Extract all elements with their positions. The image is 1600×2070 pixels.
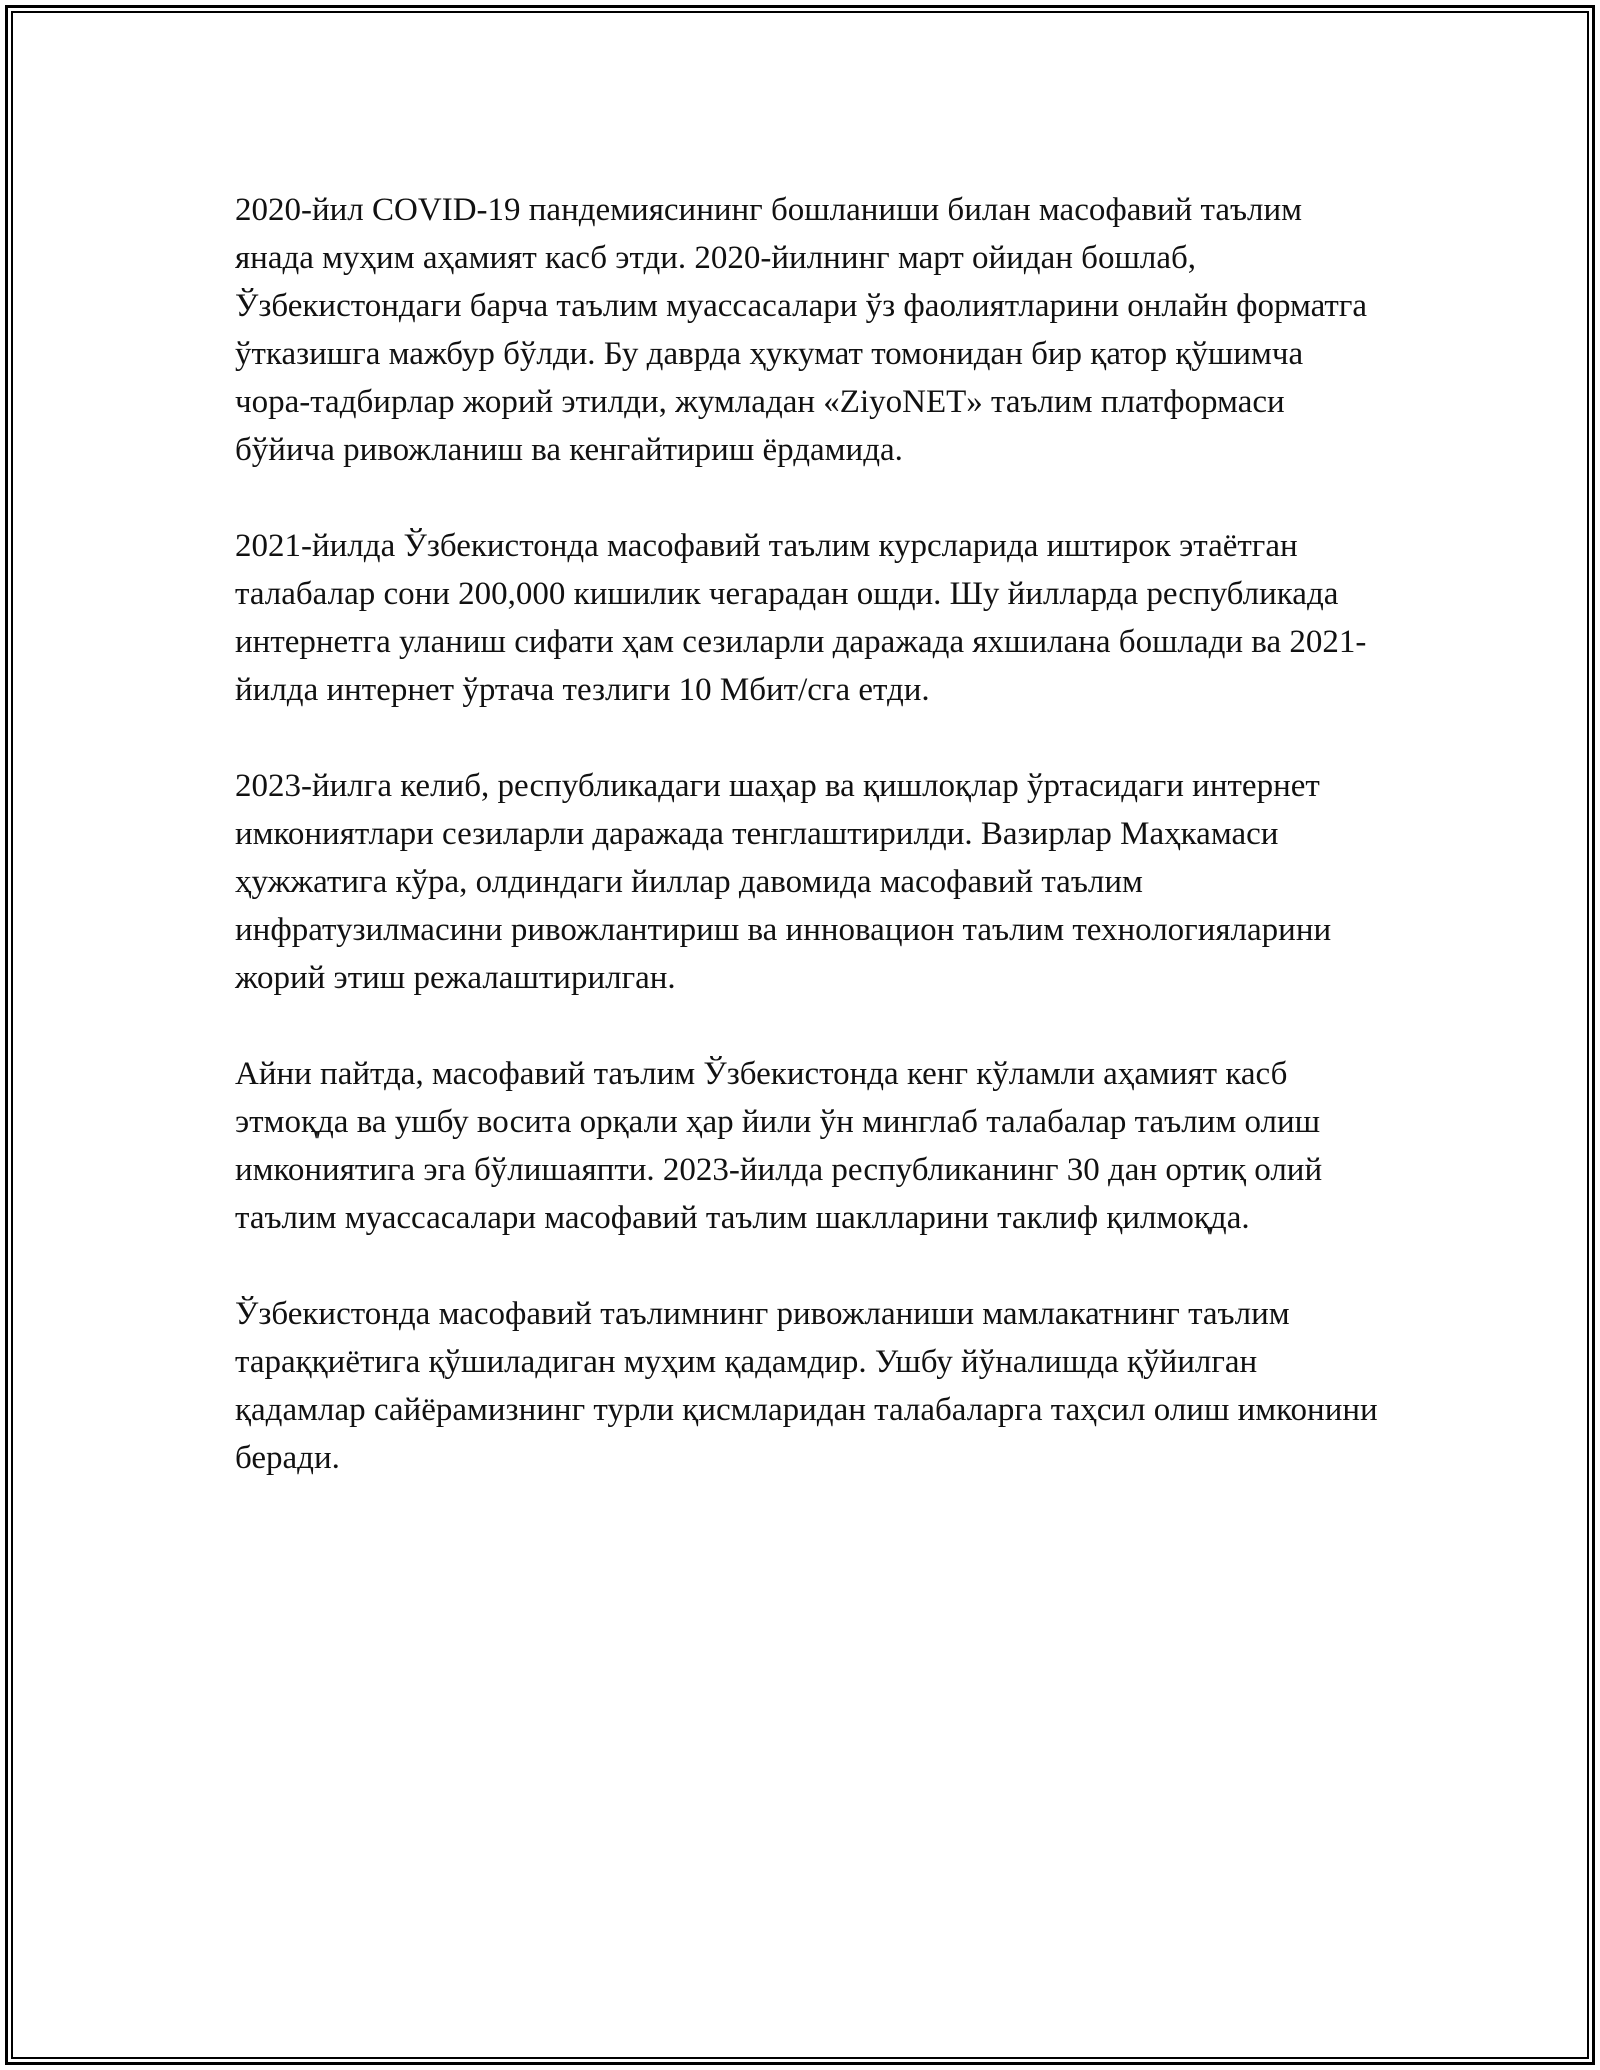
paragraph-1: 2020-йил COVID-19 пандемиясининг бошланиши билан масофавий таълим янада муҳим аҳамият касб этди. 2020-йилнинг март ойидан бошлаб, Ўзбекистондаги барча таълим муассасалари ўз фаолиятларини онлайн форматга ўтказишга мажбур бўлди. Бу даврда ҳукумат томонидан бир қатор қўшимча чора-тадбирлар жорий этилди, жумладан «ZiyoNET» таълим платформаси бўйича ривожланиш ва кенгайтириш ёрдамида. (235, 192, 1368, 468)
paragraph-5: Ўзбекистонда масофавий таълимнинг ривожланиши мамлакатнинг таълим тараққиётига қўшиладиган муҳим қадамдир. Ушбу йўналишда қўйилган қадамлар сайёрамизнинг турли қисмларидан талабаларга таҳсил олиш имконини беради. (235, 1296, 1378, 1476)
paragraph-4: Айни пайтда, масофавий таълим Ўзбекистонда кенг кўламли аҳамият касб этмоқда ва ушбу восита орқали ҳар йили ўн минглаб талабалар таълим олиш имкониятига эга бўлишаяпти. 2023-йилда республиканинг 30 дан ортиқ олий таълим муассасалари масофавий таълим шаклларини таклиф қилмоқда. (235, 1056, 1323, 1236)
document-body (235, 186, 1385, 1482)
paragraph-3: 2023-йилга келиб, республикадаги шаҳар ва қишлоқлар ўртасидаги интернет имкониятлари сезиларли даражада тенглаштирилди. Вазирлар Маҳкамаси ҳужжатига кўра, олдиндаги йиллар давомида масофавий таълим инфратузилмасини ривожлантириш ва инновацион таълим технологияларини жорий этиш режалаштирилган. (235, 768, 1332, 996)
paragraph-2: 2021-йилда Ўзбекистонда масофавий таълим курсларида иштирок этаётган талабалар сони 200,000 кишилик чегарадан ошди. Шу йилларда республикада интернетга уланиш сифати ҳам сезиларли даражада яхшилана бошлади ва 2021-йилда интернет ўртача тезлиги 10 Мбит/сга етди. (235, 528, 1367, 708)
